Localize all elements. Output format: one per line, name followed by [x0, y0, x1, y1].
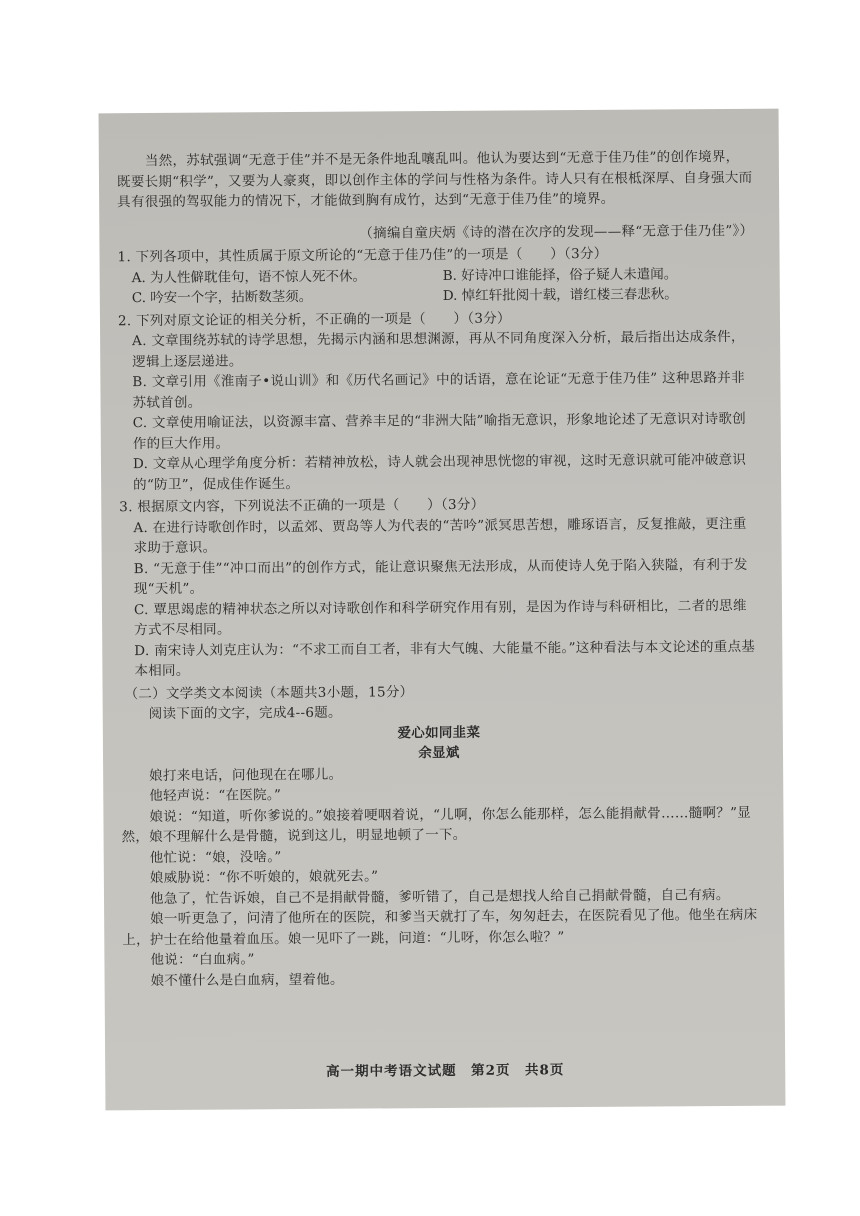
question-1-options-row-2: [118, 284, 754, 309]
question-3-option-a: A. 在进行诗歌创作时，以孟郊、贾岛等人为代表的“苦吟”派冥思苦想，雕琢语言，反复推敲，更注重求助于意识。: [133, 515, 747, 557]
question-3-option-c: C. 覃思竭虑的精神状态之所以对诗歌创作和科学研究作用有别，是因为作诗与科研相比，二者的思维方式不尽相同。: [133, 597, 747, 639]
question-3-stem: 3. 根据原文内容，下列说法不正确的一项是（ ）（3分）: [119, 496, 485, 516]
story-paragraph: 他忙说：“娘，没啥。”: [149, 848, 282, 866]
story-paragraph: 娘威胁说：“你不听娘的，娘就死去。”: [149, 868, 379, 887]
story-paragraph: 他说：“白血病。”: [150, 951, 255, 969]
story-paragraph: 他急了，忙告诉娘，自己不是捐献骨髓，爹听错了，自己是想找人给自己捐献骨髓，自己有病。: [149, 886, 730, 907]
story-paragraph: 娘一听更急了，问清了他所在的医院，和爹当天就打了车，匆匆赶去，在医院看见了他。他坐在病床上，护士在给他量着血压。娘一见吓了一跳，问道：“儿呀，你怎么啦？”: [122, 906, 758, 948]
question-2-option-c: C. 文章使用喻证法，以资源丰富、营养丰足的“非洲大陆”喻指无意识，形象地论述了无意识对诗歌创作的巨大作用。: [132, 410, 747, 452]
page-footer: 高一期中考语文试题 第2页 共8页: [326, 1062, 565, 1080]
passage-paragraph: 当然，苏轼强调“无意于佳”并不是无条件地乱嚷乱叫。他认为要达到“无意于佳乃佳”的创作境界，既要长期“积学”，又要为人豪爽，即以创作主体的学问与性格为条件。诗人只有在根柢深厚、自身强大而具有很强的驾驭能力的情况下，才能做到胸有成竹，达到“无意于佳乃佳”的境界。: [116, 148, 753, 211]
question-1-option-c: C. 吟安一个字，拈断数茎须。: [131, 288, 313, 307]
story-paragraph: 娘不懂什么是白血病，望着他。: [150, 971, 344, 989]
question-3-option-b: B. “无意于佳”“冲口而出”的创作方式，能让意识聚焦无法形成，从而使诗人免于陷入狭隘，有利于发现“天机”。: [133, 556, 748, 598]
section-2-heading: （二）文学类文本阅读（本题共3小题，15分）: [124, 683, 414, 702]
page-content: [117, 147, 759, 991]
section-2-instruction: 阅读下面的文字，完成4--6题。: [148, 704, 342, 723]
exam-page: [99, 109, 786, 1111]
question-1-option-d: D. 悼红轩批阅十载，谱红楼三春悲秋。: [442, 286, 678, 304]
story-paragraph: 娘打来电话，问他现在在哪儿。: [149, 766, 343, 784]
question-3-option-d: D. 南宋诗人刘克庄认为：“不求工而自工者，非有大气魄、大能量不能。”这种看法与本文论述的重点基本相同。: [134, 638, 756, 680]
question-2-option-d: D. 文章从心理学角度分析：若精神放松，诗人就会出现神思恍惚的审视，这时无意识就可能冲破意识的“防卫”，促成佳作诞生。: [132, 451, 747, 493]
story-author: 余显斌: [418, 744, 460, 762]
question-1-option-a: A. 为人性僻耽佳句，语不惊人死不休。: [131, 268, 367, 286]
passage-source: （摘编自童庆炳《诗的潜在次序的发现——释“无意于佳乃佳”》）: [359, 222, 754, 242]
story-title: 爱心如同韭菜: [397, 724, 481, 741]
story-paragraph: 他轻声说：“在医院。”: [149, 787, 282, 805]
question-1-option-b: B. 好诗冲口谁能择，俗子疑人未遣闻。: [442, 265, 678, 284]
question-1-stem: 1. 下列各项中，其性质属于原文所论的“无意于佳乃佳”的一项是（ ）（3分）: [117, 245, 608, 266]
question-2-stem: 2. 下列对原文论证的相关分析，不正确的一项是（ ）（3分）: [117, 310, 511, 329]
story-paragraph: 娘说：“知道，听你爹说的。”娘接着哽咽着说，“儿啊，你怎么能那样，怎么能捐献骨……髓啊？”显然，娘不理解什么是骨髓，说到这儿，明显地顿了一下。: [121, 804, 752, 846]
question-2-option-b: B. 文章引用《淮南子•说山训》和《历代名画记》中的话语，意在论证“无意于佳乃佳” 这种思路并非苏轼首创。: [132, 369, 745, 411]
question-2-option-a: A. 文章围绕苏轼的诗学思想，先揭示内涵和思想渊源，再从不同角度深入分析，最后指出达成条件，逻辑上逐层递进。: [132, 328, 745, 370]
